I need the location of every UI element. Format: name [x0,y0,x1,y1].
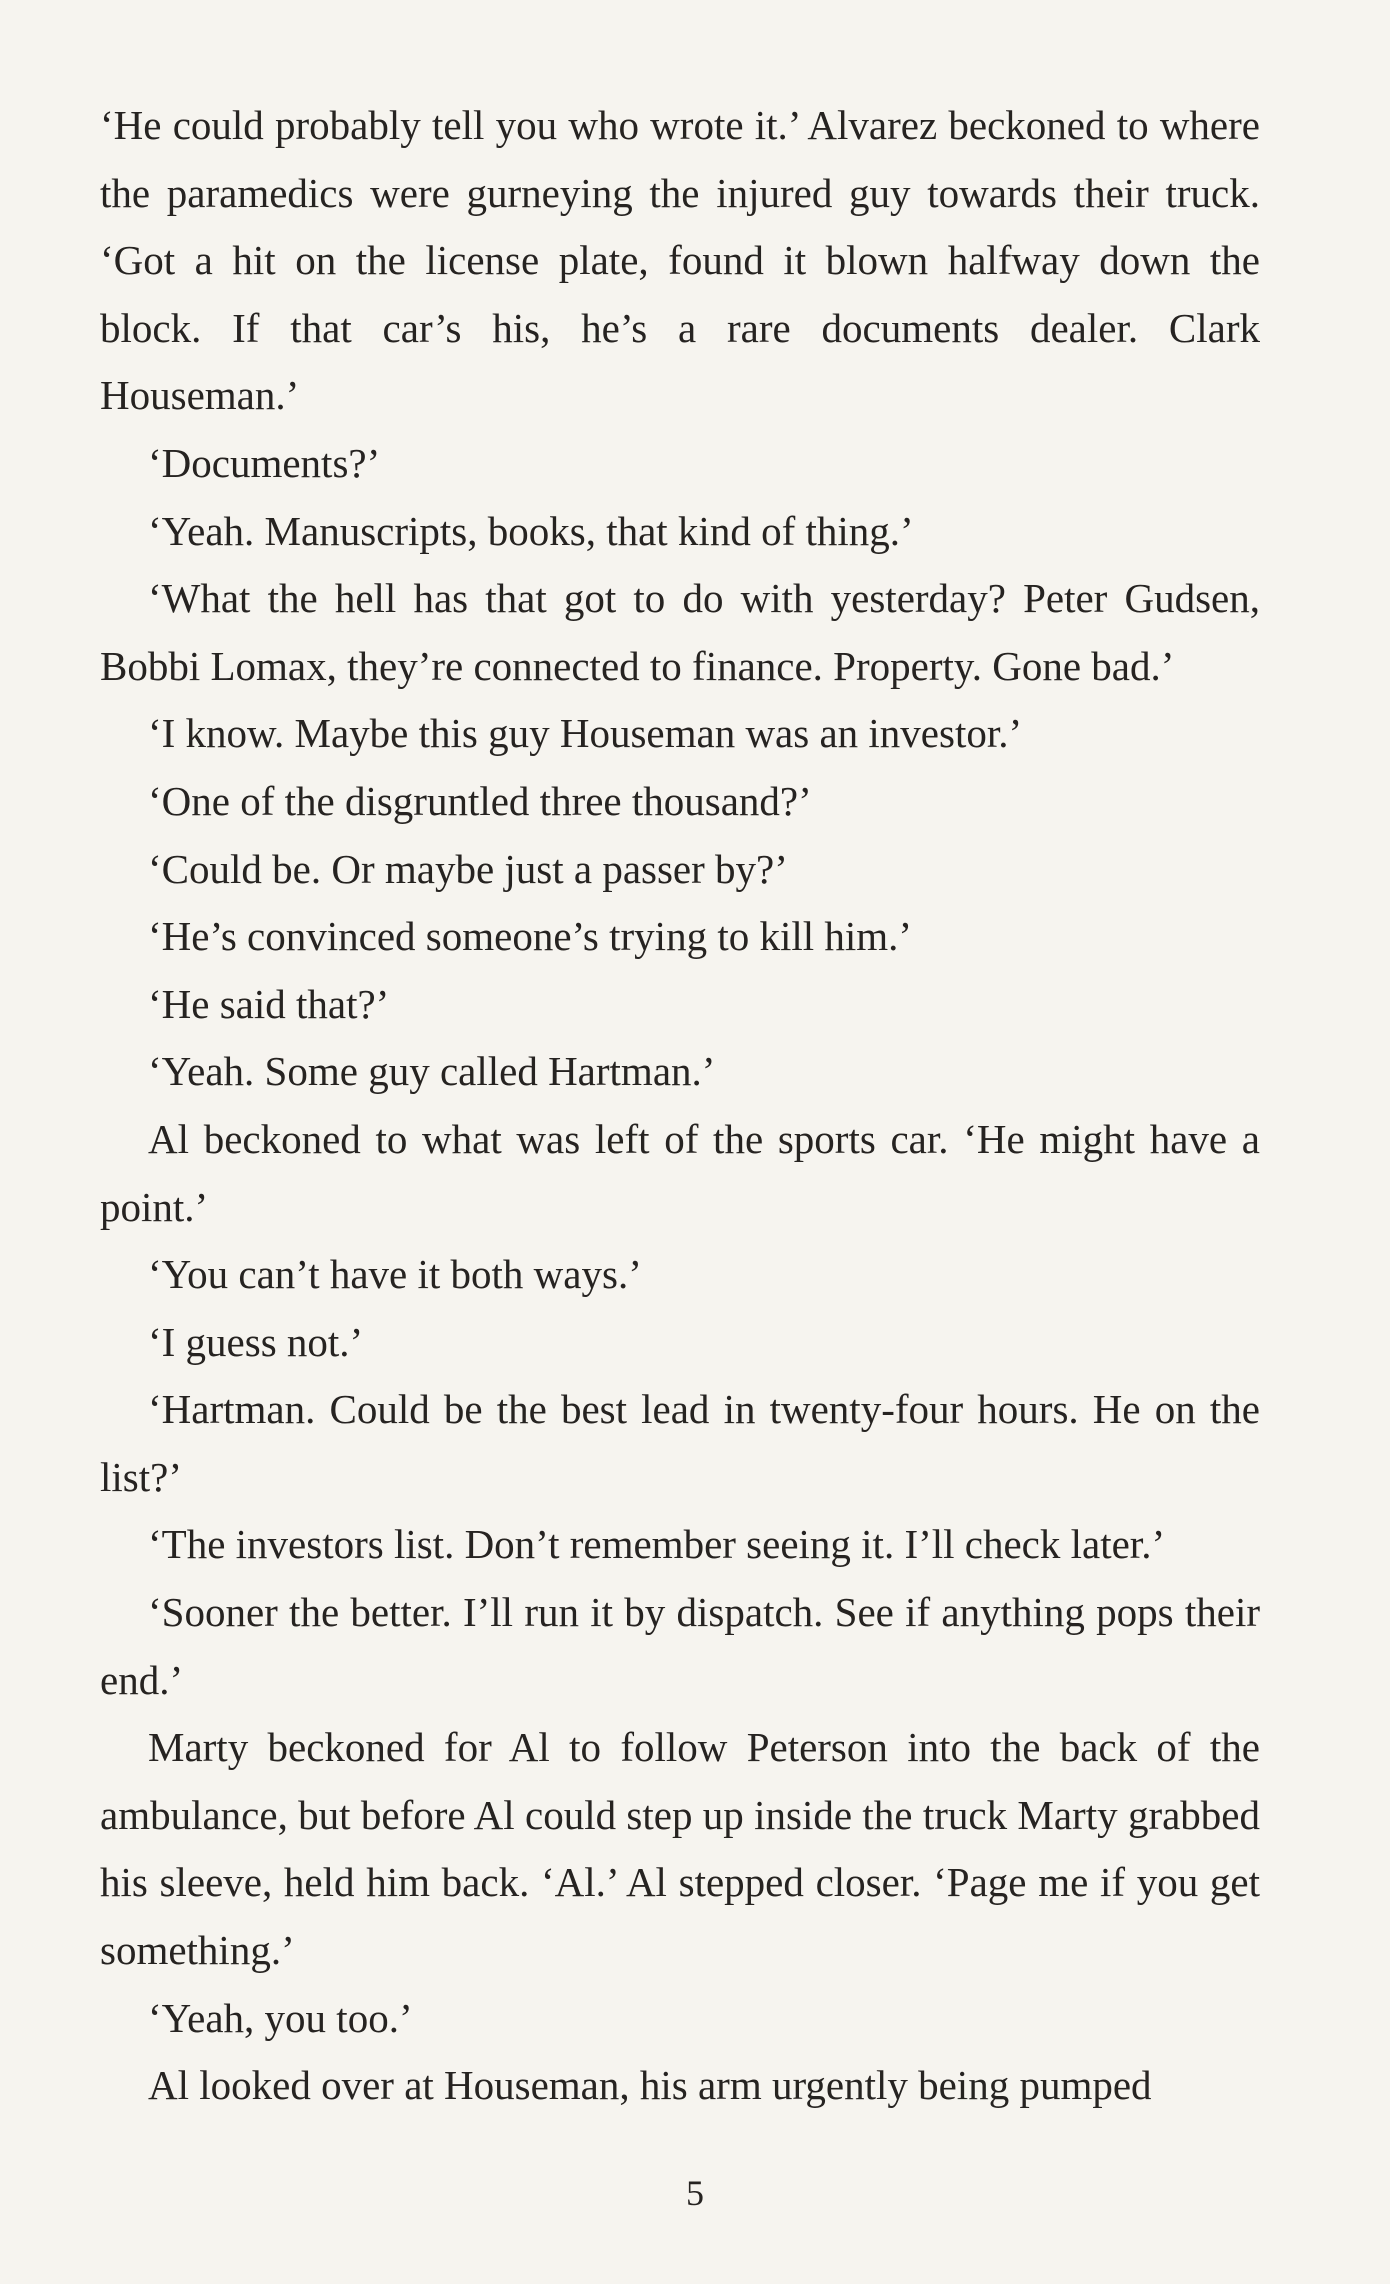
paragraph: ‘He’s convinced someone’s trying to kill him.’ [148,913,913,960]
paragraph: ‘He said that?’ [148,980,390,1027]
paragraph: ‘Yeah, you too.’ [148,1994,413,2041]
paragraph: ‘You can’t have it both ways.’ [148,1251,642,1298]
paragraph: ‘I guess not.’ [148,1318,364,1365]
page-number: 5 [686,2173,704,2213]
paragraph: Al looked over at Houseman, his arm urgently being pumped [148,2062,1152,2109]
paragraph: Al beckoned to what was left of the sports car. ‘He might have a point.’ [100,1115,1260,1230]
paragraph: ‘The investors list. Don’t remember seeing it. I’ll check later.’ [148,1521,1166,1568]
paragraph: Marty beckoned for Al to follow Peterson into the back of the ambulance, but before Al could step up inside the truck Marty grabbed his sleeve, held him back. ‘Al.’ Al stepped closer. ‘Page me if you get something.’ [100,1724,1260,1974]
paragraph: ‘What the hell has that got to do with yesterday? Peter Gudsen, Bobbi Lomax, they’re connected to finance. Property. Gone bad.’ [100,575,1260,689]
body-text [100,92,1260,2120]
paragraph: ‘Hartman. Could be the best lead in twenty-four hours. He on the list?’ [100,1386,1260,1500]
paragraph: ‘Yeah. Manuscripts, books, that kind of thing.’ [148,507,914,554]
paragraph: ‘Could be. Or maybe just a passer by?’ [148,845,788,892]
paragraph: ‘Documents?’ [148,439,381,486]
paragraph: ‘One of the disgruntled three thousand?’ [148,777,812,824]
paragraph: ‘Yeah. Some guy called Hartman.’ [148,1048,716,1095]
paragraph: ‘Sooner the better. I’ll run it by dispatch. See if anything pops their end.’ [100,1589,1260,1703]
paragraph: ‘He could probably tell you who wrote it.’ Alvarez beckoned to where the paramedics were gurneying the injured guy towards their truck. ‘Got a hit on the license plate, found it blown halfway down the block. If that car’s his, he’s a rare documents dealer. Clark Houseman.’ [100,102,1260,419]
paragraph: ‘I know. Maybe this guy Houseman was an investor.’ [148,710,1023,757]
